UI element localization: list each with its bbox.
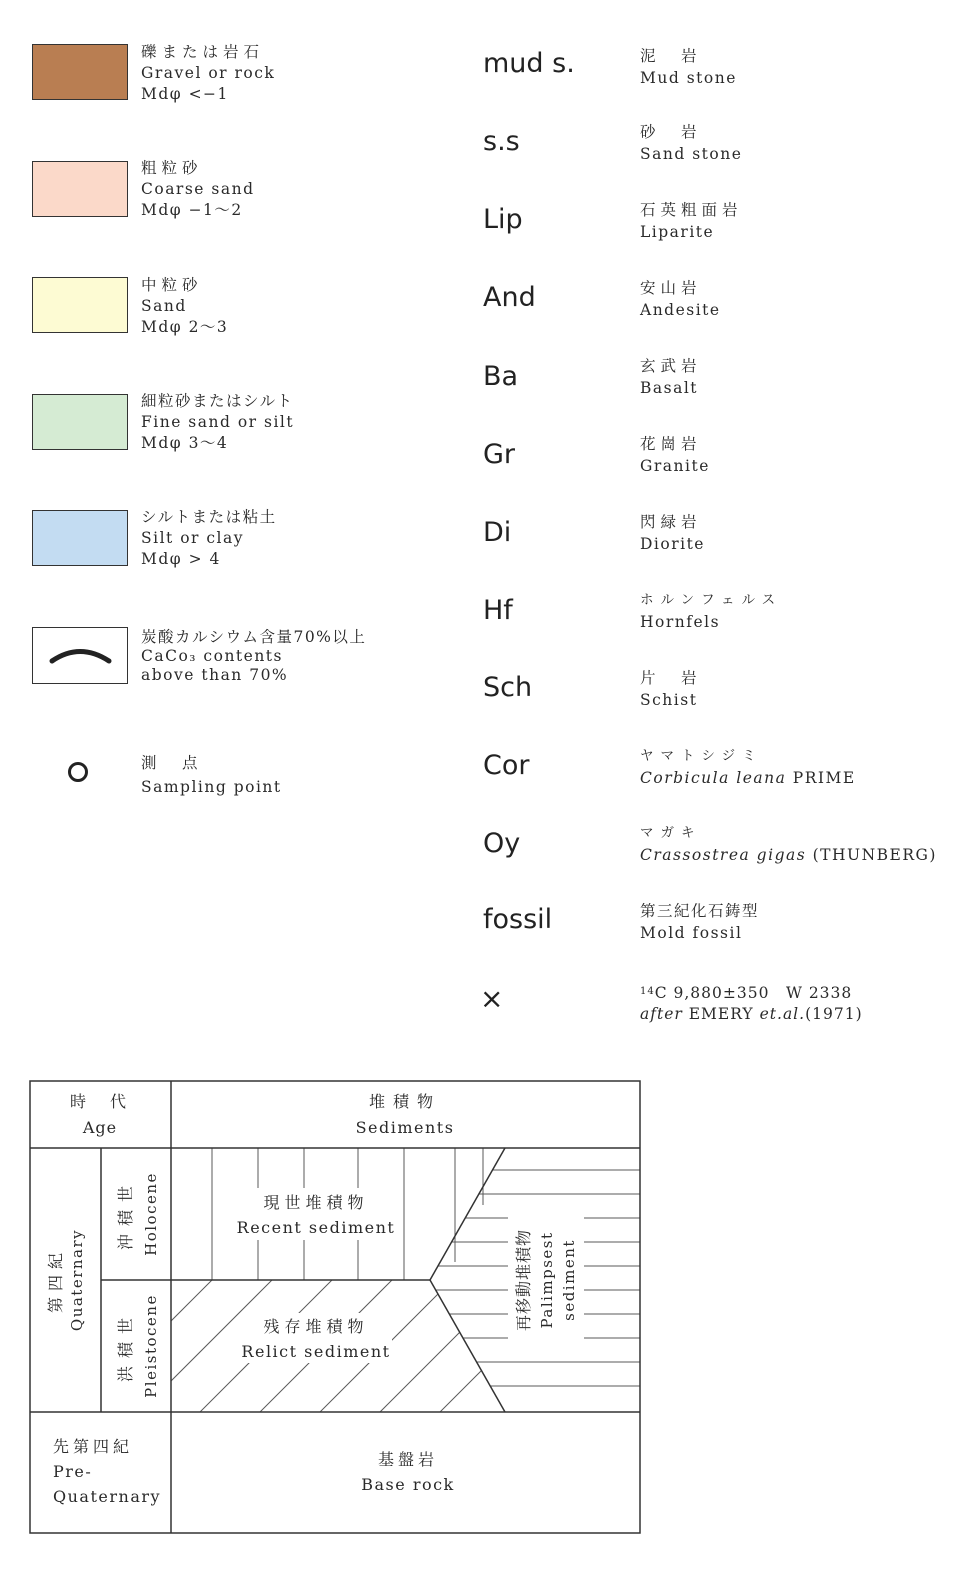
rock-hornfels-en: Hornfels [640, 613, 721, 631]
age-jp: 時 代 [69, 1092, 131, 1111]
palimpsest-en1: Palimpsest [538, 1231, 556, 1329]
abbr-granite: Gr [483, 439, 516, 470]
sampling-jp: 測 点 [141, 754, 203, 772]
c14-etal: et.al. [759, 1005, 806, 1023]
abbr-andesite: And [483, 282, 536, 313]
base-rock-en: Base rock [361, 1475, 455, 1494]
rock-fossil-en: Mold fossil [640, 924, 743, 942]
rock-basalt-jp: 玄武岩 [640, 357, 702, 375]
pleistocene-jp: 洪積世 [116, 1309, 135, 1383]
sampling-en: Sampling point [141, 778, 282, 796]
fine-sand-en: Fine sand or silt [141, 413, 295, 431]
sand-jp: 中粒砂 [141, 276, 203, 294]
age-en: Age [82, 1118, 118, 1137]
coarse-sand-jp: 粗粒砂 [141, 159, 203, 177]
sand-md: Mdφ 2〜3 [141, 318, 229, 336]
silt-clay-jp: シルトまたは粘土 [141, 508, 277, 526]
abbr-hornfels: Hf [483, 595, 513, 626]
abbr-mud-stone: mud s. [483, 48, 575, 79]
rock-oyster-jp: マガキ [640, 825, 702, 841]
palimpsest-en2: sediment [560, 1239, 578, 1321]
fine-sand-md: Mdφ 3〜4 [141, 434, 229, 452]
rock-mud-stone-en: Mud stone [640, 69, 737, 87]
holocene-jp: 沖積世 [116, 1177, 135, 1251]
rock-corbicula-jp: ヤマトシジミ [640, 748, 763, 764]
rock-liparite-en: Liparite [640, 223, 715, 241]
abbr-oyster: Oy [483, 828, 521, 859]
rock-mud-stone-jp: 泥 岩 [640, 47, 702, 65]
pre-quaternary-en2: Quaternary [53, 1487, 162, 1506]
oyster-species: Crassostrea gigas [640, 846, 807, 864]
sand-en: Sand [141, 297, 187, 315]
rock-sand-stone-jp: 砂 岩 [640, 123, 702, 141]
relict-en: Relict sediment [241, 1342, 391, 1361]
abbr-fossil: fossil [483, 904, 553, 935]
pre-quaternary-jp: 先第四紀 [53, 1437, 134, 1456]
base-rock-jp: 基盤岩 [377, 1450, 439, 1469]
rock-schist-en: Schist [640, 691, 698, 709]
rock-hornfels-jp: ホルンフェルス [640, 592, 783, 608]
sediments-en: Sediments [355, 1118, 455, 1137]
rock-granite-jp: 花崗岩 [640, 435, 702, 453]
rock-granite-en: Granite [640, 457, 710, 475]
pre-quaternary-en1: Pre- [53, 1462, 93, 1481]
gravel-jp: 礫または岩石 [141, 43, 265, 61]
palimpsest-jp: 再移動堆積物 [514, 1228, 533, 1332]
caco3-en1: CaCo₃ contents [141, 647, 283, 665]
holocene-en: Holocene [142, 1172, 160, 1256]
fine-sand-jp: 細粒砂またはシルト [141, 392, 294, 410]
rock-fossil-jp: 第三紀化石鋳型 [640, 902, 760, 920]
abbr-sand-stone: s.s [483, 126, 520, 157]
recent-en: Recent sediment [236, 1218, 396, 1237]
caco3-jp: 炭酸カルシウム含量70%以上 [141, 628, 367, 646]
oyster-author: (THUNBERG) [806, 846, 937, 864]
rock-basalt-en: Basalt [640, 379, 699, 397]
rock-liparite-jp: 石英粗面岩 [640, 201, 743, 219]
corbicula-author: PRIME [786, 769, 856, 787]
coarse-sand-en: Coarse sand [141, 180, 255, 198]
rock-andesite-jp: 安山岩 [640, 279, 702, 297]
caco3-en2: above than 70% [141, 666, 289, 684]
c14-author: EMERY [688, 1005, 754, 1023]
relict-jp: 残存堆積物 [263, 1317, 369, 1336]
abbr-liparite: Lip [483, 204, 523, 235]
rock-diorite-jp: 閃緑岩 [640, 513, 702, 531]
c14-after: after [640, 1005, 683, 1023]
rock-andesite-en: Andesite [640, 301, 721, 319]
rock-schist-jp: 片 岩 [640, 669, 702, 687]
gravel-en: Gravel or rock [141, 64, 276, 82]
abbr-basalt: Ba [483, 361, 519, 392]
coarse-sand-md: Mdφ −1〜2 [141, 201, 243, 219]
abbr-corbicula: Cor [483, 750, 530, 781]
rock-sand-stone-en: Sand stone [640, 145, 743, 163]
recent-jp: 現世堆積物 [263, 1193, 369, 1212]
c14-date: C 9,880±350 W 2338 [654, 984, 853, 1002]
abbr-diorite: Di [483, 517, 512, 548]
silt-clay-en: Silt or clay [141, 529, 244, 547]
corbicula-species: Corbicula leana [640, 769, 787, 787]
sediments-jp: 堆積物 [368, 1092, 442, 1111]
pleistocene-en: Pleistocene [142, 1294, 160, 1398]
gravel-md: Mdφ <−1 [141, 85, 229, 103]
silt-clay-md: Mdφ > 4 [141, 550, 221, 568]
quaternary-jp: 第四紀 [46, 1246, 65, 1314]
rock-diorite-en: Diorite [640, 535, 705, 553]
quaternary-en: Quaternary [68, 1228, 86, 1332]
c14-superscript: 14 [640, 986, 655, 997]
abbr-schist: Sch [483, 672, 533, 703]
c14-cross-icon: × [480, 982, 504, 1015]
c14-year: (1971) [805, 1005, 863, 1023]
